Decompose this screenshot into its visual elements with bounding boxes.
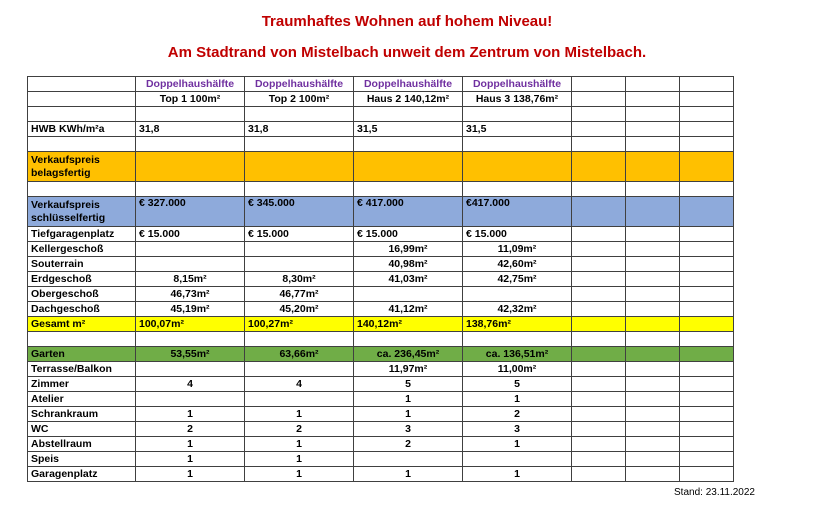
- cell-value: [136, 362, 245, 377]
- page-title: Traumhaftes Wohnen auf hohem Niveau!: [261, 13, 553, 30]
- cell-value: 42,75m²: [463, 272, 572, 287]
- table-row-erdgeschoss: [28, 272, 734, 287]
- cell-value: 2: [136, 422, 245, 437]
- column-unit: Top 1 100m²: [136, 92, 245, 107]
- table-row-souterrain: [28, 257, 734, 272]
- cell-value: 53,55m²: [136, 347, 245, 362]
- cell-value: € 15.000: [463, 227, 572, 242]
- table-row-gesamt: [28, 317, 734, 332]
- table-row-garagenplatz: [28, 467, 734, 482]
- row-label: Zimmer: [28, 377, 136, 392]
- row-label: Dachgeschoß: [28, 302, 136, 317]
- row-label: Verkaufspreis belagsfertig: [28, 152, 136, 182]
- cell-value: 2: [245, 422, 354, 437]
- row-label: Souterrain: [28, 257, 136, 272]
- cell-value: € 15.000: [245, 227, 354, 242]
- cell-value: 11,00m²: [463, 362, 572, 377]
- cell-value: [245, 242, 354, 257]
- cell-value: 40,98m²: [354, 257, 463, 272]
- cell-value: [136, 242, 245, 257]
- table-row-wc: [28, 422, 734, 437]
- row-label: Gesamt m²: [28, 317, 136, 332]
- cell-value: 1: [354, 467, 463, 482]
- table-row-empty: [28, 137, 734, 152]
- table-row-schrankraum: [28, 407, 734, 422]
- table-row-terrasse: [28, 362, 734, 377]
- cell-value: 5: [463, 377, 572, 392]
- table-row-hwb: [28, 122, 734, 137]
- cell-value: 138,76m²: [463, 317, 572, 332]
- cell-value: 3: [354, 422, 463, 437]
- column-unit: Top 2 100m²: [245, 92, 354, 107]
- cell-value: 4: [136, 377, 245, 392]
- column-type: Doppelhaushälfte: [245, 77, 354, 92]
- cell-value: € 15.000: [136, 227, 245, 242]
- cell-value: [136, 257, 245, 272]
- cell-value: 11,97m²: [354, 362, 463, 377]
- row-label: Erdgeschoß: [28, 272, 136, 287]
- cell-value: [136, 392, 245, 407]
- cell-value: 100,07m²: [136, 317, 245, 332]
- cell-value: 5: [354, 377, 463, 392]
- cell-value: ca. 236,45m²: [354, 347, 463, 362]
- cell-value: € 417.000: [354, 197, 463, 227]
- table-row-kellergeschoss: [28, 242, 734, 257]
- table-row-verkaufspreis-schluesselfertig: [28, 197, 734, 227]
- cell-value: € 327.000: [136, 197, 245, 227]
- cell-value: 46,77m²: [245, 287, 354, 302]
- cell-value: 1: [463, 467, 572, 482]
- page-subtitle: Am Stadtrand von Mistelbach unweit dem Zentrum von Mistelbach.: [167, 44, 647, 61]
- row-label: Abstellraum: [28, 437, 136, 452]
- cell-value: 1: [136, 467, 245, 482]
- table-row-atelier: [28, 392, 734, 407]
- cell-value: 1: [354, 392, 463, 407]
- column-type: Doppelhaushälfte: [136, 77, 245, 92]
- cell-value: 1: [136, 407, 245, 422]
- cell-value: 45,19m²: [136, 302, 245, 317]
- property-table: [27, 76, 734, 482]
- cell-value: 31,5: [354, 122, 463, 137]
- cell-value: [354, 287, 463, 302]
- cell-value: 100,27m²: [245, 317, 354, 332]
- row-label: Verkaufspreis schlüsselfertig: [28, 197, 136, 227]
- cell-value: [245, 257, 354, 272]
- cell-value: 3: [463, 422, 572, 437]
- row-label: Obergeschoß: [28, 287, 136, 302]
- cell-value: 45,20m²: [245, 302, 354, 317]
- table-row-zimmer: [28, 377, 734, 392]
- cell-value: 8,15m²: [136, 272, 245, 287]
- cell-value: € 15.000: [354, 227, 463, 242]
- table-row-dachgeschoss: [28, 302, 734, 317]
- cell-value: [245, 362, 354, 377]
- cell-value: 1: [245, 467, 354, 482]
- table-row-verkaufspreis-belagsfertig: [28, 152, 734, 182]
- table-row-type: [28, 77, 734, 92]
- table-row-garten: [28, 347, 734, 362]
- table-row-abstellraum: [28, 437, 734, 452]
- cell-value: 1: [245, 407, 354, 422]
- cell-value: ca. 136,51m²: [463, 347, 572, 362]
- cell-value: 1: [245, 452, 354, 467]
- table-row-empty: [28, 332, 734, 347]
- cell-value: 31,5: [463, 122, 572, 137]
- table-row-tiefgarage: [28, 227, 734, 242]
- cell-value: [463, 287, 572, 302]
- table-row-empty: [28, 182, 734, 197]
- row-label: Garten: [28, 347, 136, 362]
- table-row-empty: [28, 107, 734, 122]
- row-label: WC: [28, 422, 136, 437]
- cell-value: [245, 392, 354, 407]
- table-row-unit: [28, 92, 734, 107]
- cell-value: € 345.000: [245, 197, 354, 227]
- row-label: Tiefgaragenplatz: [28, 227, 136, 242]
- row-label: Kellergeschoß: [28, 242, 136, 257]
- cell-value: 2: [354, 437, 463, 452]
- cell-value: 31,8: [136, 122, 245, 137]
- table-row-speis: [28, 452, 734, 467]
- cell-value: 41,12m²: [354, 302, 463, 317]
- cell-value: 1: [136, 437, 245, 452]
- row-label: Speis: [28, 452, 136, 467]
- cell-value: 1: [136, 452, 245, 467]
- cell-value: 42,60m²: [463, 257, 572, 272]
- row-label: Schrankraum: [28, 407, 136, 422]
- cell-value: 2: [463, 407, 572, 422]
- column-unit: Haus 2 140,12m²: [354, 92, 463, 107]
- row-label: Garagenplatz: [28, 467, 136, 482]
- cell-value: 1: [354, 407, 463, 422]
- cell-value: 1: [463, 392, 572, 407]
- row-label: Atelier: [28, 392, 136, 407]
- cell-value: 41,03m²: [354, 272, 463, 287]
- cell-value: 11,09m²: [463, 242, 572, 257]
- table-row-obergeschoss: [28, 287, 734, 302]
- cell-value: 1: [463, 437, 572, 452]
- cell-value: [354, 452, 463, 467]
- cell-value: 140,12m²: [354, 317, 463, 332]
- cell-value: 8,30m²: [245, 272, 354, 287]
- row-label: Terrasse/Balkon: [28, 362, 136, 377]
- cell-value: 16,99m²: [354, 242, 463, 257]
- row-label: HWB KWh/m²a: [28, 122, 136, 137]
- cell-value: €417.000: [463, 197, 572, 227]
- cell-value: [463, 452, 572, 467]
- column-type: Doppelhaushälfte: [463, 77, 572, 92]
- cell-value: 1: [245, 437, 354, 452]
- column-type: Doppelhaushälfte: [354, 77, 463, 92]
- cell-value: 42,32m²: [463, 302, 572, 317]
- column-unit: Haus 3 138,76m²: [463, 92, 572, 107]
- cell-value: 63,66m²: [245, 347, 354, 362]
- date-stamp: Stand: 23.11.2022: [674, 487, 755, 498]
- cell-value: 4: [245, 377, 354, 392]
- cell-value: 31,8: [245, 122, 354, 137]
- cell-value: 46,73m²: [136, 287, 245, 302]
